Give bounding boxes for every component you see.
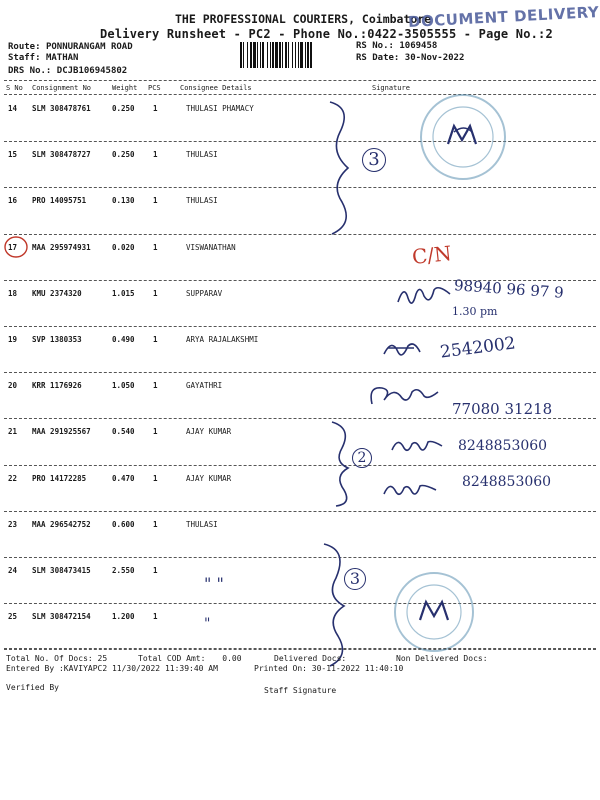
row-divider [4,465,596,466]
row-consignee: GAYATHRI [186,381,223,391]
row-sno: 23 [8,519,18,529]
ditto-mark-24: " " [204,574,224,593]
row-consignee: VISWANATHAN [186,242,236,252]
row-divider [4,603,596,604]
row-weight: 0.600 [112,519,135,529]
footer-top-rule [4,648,596,649]
col-sno: S No [6,84,23,92]
row-consignment: SVP 1380353 [32,335,82,344]
row-consignee: AJAY KUMAR [186,427,232,437]
printed-on: Printed On: 30-11-2022 11:40:10 [254,664,404,673]
row-sno: 16 [8,196,18,206]
header-top-rule [4,80,596,81]
row-consignee: THULASI [186,150,218,160]
signature-18-icon [394,282,454,308]
rs-date-label: RS Date: [356,53,400,63]
drs-label: DRS No.: [8,66,52,76]
row-sno: 25 [8,612,18,622]
brace-mark-3-icon [316,540,372,670]
row-pcs: 1 [153,242,158,252]
rs-no-label: RS No.: [356,41,394,51]
rs-no-line [356,41,437,51]
footer-cod [138,654,242,663]
staff-signature-label: Staff Signature [264,686,337,695]
row-sno: 14 [8,104,18,113]
row-consignment: SLM 308473415 [32,566,91,575]
row-sno: 17 [8,242,18,252]
runsheet-title: Delivery Runsheet - PC2 - Phone No.:0422-3505555 - Page No.:2 [100,27,553,41]
row-weight: 0.130 [112,196,135,206]
col-consignment: Consignment No [32,84,92,92]
row-consignee: ARYA RAJALAKSHMI [186,335,259,344]
row-sno: 22 [8,473,18,483]
row-pcs: 1 [153,519,158,529]
group-mark-bottom [344,568,366,590]
row-weight: 0.490 [112,335,135,344]
row-consignment: PRO 14172285 [32,473,87,483]
drs-line [8,66,127,76]
group-mark-top [362,148,386,172]
row-consignee: THULASI [186,196,218,206]
row-consignment: PRO 14095751 [32,196,87,206]
col-consignee: Consignee Details [180,84,252,92]
row-divider [4,649,596,650]
row-weight: 1.200 [112,612,135,622]
col-pcs: PCS [148,84,161,92]
row-sno: 15 [8,150,18,160]
row-divider [4,187,596,188]
footer-totals [6,654,107,663]
row-pcs: 1 [153,473,158,483]
barcode [240,42,350,68]
rs-date-value: 30-Nov-2022 [404,53,465,63]
col-signature: Signature [372,84,410,92]
row-divider [4,372,596,373]
row-pcs: 1 [153,335,158,344]
route-line [8,42,133,52]
row-pcs: 1 [153,104,158,113]
row-weight: 0.250 [112,150,135,160]
row-weight: 0.020 [112,242,135,252]
row-pcs: 1 [153,427,158,437]
row-pcs: 1 [153,612,158,622]
row18-phone: 98940 96 97 9 [453,276,565,302]
row-consignee: THULASI [186,519,218,529]
row-divider [4,557,596,558]
row19-number: 2542002 [439,333,517,363]
staff-value: MATHAN [45,53,79,63]
row21-phone: 8248853060 [458,438,548,454]
row-weight: 0.470 [112,473,135,483]
row-weight: 0.540 [112,427,135,437]
row-consignee: SUPPARAV [186,288,223,298]
row-pcs: 1 [153,381,158,391]
route-value: PONNURANGAM ROAD [45,42,133,52]
row-weight: 1.050 [112,381,135,391]
pharmacy-seal-bottom-icon [392,570,476,654]
row-sno: 19 [8,335,18,344]
group-mark-mid [352,448,372,468]
row-sno: 24 [8,566,18,575]
row-pcs: 1 [153,288,158,298]
col-weight: Weight [112,84,138,92]
signature-20-icon [366,380,446,410]
row-divider [4,511,596,512]
row-consignment: MAA 296542752 [32,519,91,529]
rs-no-value: 1069458 [399,41,438,51]
verified-by: Verified By [6,683,59,692]
document-delivery-stamp: DOCUMENT DELIVERY [407,3,600,31]
circled-row-icon [3,234,29,260]
row-weight: 0.250 [112,104,135,113]
row-pcs: 1 [153,566,158,575]
total-docs-label: Total No. Of Docs: [6,654,93,663]
signature-22-icon [380,478,442,500]
signature-19-icon [380,336,424,362]
group-mark-mid-label: 2 [352,448,372,468]
staff-label: Staff: [8,53,41,63]
ditto-mark-25: " [204,616,211,632]
row-consignment: KRR 1176926 [32,381,82,391]
row-sno: 18 [8,288,18,298]
row-consignee: THULASI PHAMACY [186,104,254,113]
row-divider [4,326,596,327]
total-docs-value: 25 [97,654,108,663]
row-consignment: MAA 295974931 [32,242,91,252]
row17-note: C/N [410,240,453,270]
row20-number: 77080 31218 [452,400,553,418]
staff-line [8,53,78,63]
pharmacy-seal-icon [418,92,508,182]
total-cod-value: 0.00 [222,654,242,663]
total-cod-label: Total COD Amt: [138,654,206,663]
delivered-docs-label: Delivered Docs: [274,654,347,663]
row-pcs: 1 [153,150,158,160]
group-mark-bottom-label: 3 [344,568,366,590]
row-consignment: KMU 2374320 [32,288,82,298]
row-consignment: MAA 291925567 [32,427,91,437]
rs-date-line [356,53,464,63]
row22-phone: 8248853060 [462,474,552,490]
row-divider [4,418,596,419]
route-label: Route: [8,42,41,52]
row-weight: 1.015 [112,288,135,298]
group-mark-top-label: 3 [362,148,386,172]
row18-time: 1.30 pm [452,305,498,318]
company-title: THE PROFESSIONAL COURIERS, Coimbatore [175,12,432,26]
row-sno: 21 [8,427,18,437]
drs-value: DCJB106945802 [56,66,128,76]
signature-21-icon [388,434,448,456]
row-consignee: AJAY KUMAR [186,473,232,483]
row-sno: 20 [8,381,18,391]
row-pcs: 1 [153,196,158,206]
row-consignment: SLM 308472154 [32,612,91,622]
row-consignment: SLM 308478727 [32,150,91,160]
entered-by: Entered By :KAVIYAPC2 11/30/2022 11:39:40 AM [6,664,218,673]
row-consignment: SLM 308478761 [32,104,91,113]
non-delivered-docs-label: Non Delivered Docs: [396,654,488,663]
row-divider [4,234,596,235]
row-weight: 2.550 [112,566,135,575]
